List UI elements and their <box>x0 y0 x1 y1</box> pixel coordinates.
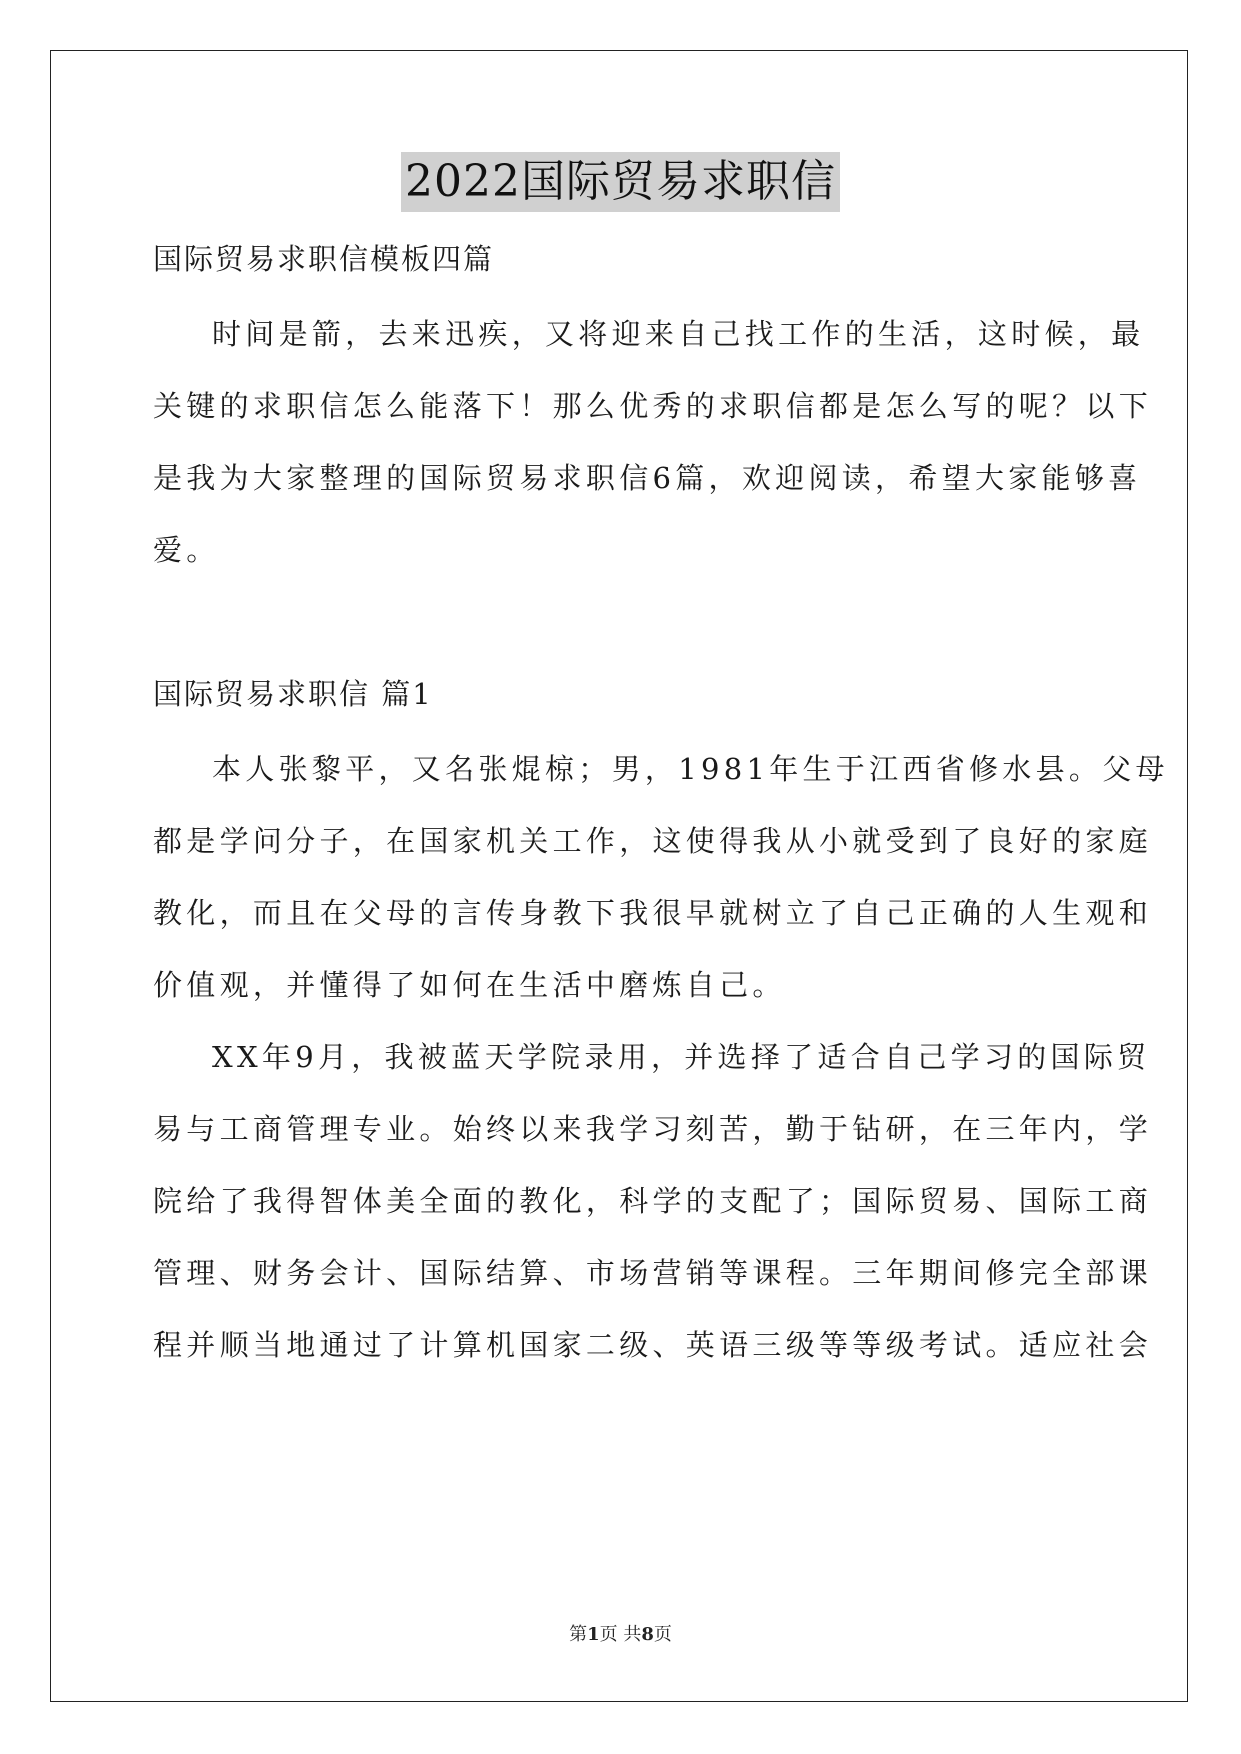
footer-suffix: 页 <box>653 1624 672 1645</box>
footer-mid: 页 共 <box>599 1624 642 1645</box>
intro-line: 时间是箭，去来迅疾，又将迎来自己找工作的生活，这时候，最 <box>212 317 1145 351</box>
footer-page-number: 1 <box>587 1624 600 1645</box>
paragraph-line: 程并顺当地通过了计算机国家二级、英语三级等等级考试。适应社会 <box>153 1328 1153 1362</box>
document-subtitle: 国际贸易求职信模板四篇 <box>153 242 495 276</box>
section-heading: 国际贸易求职信 篇1 <box>153 677 433 711</box>
paragraph-line: 院给了我得智体美全面的教化，科学的支配了；国际贸易、国际工商 <box>153 1184 1153 1218</box>
paragraph-line: 管理、财务会计、国际结算、市场营销等课程。三年期间修完全部课 <box>153 1256 1153 1290</box>
paragraph-line: 易与工商管理专业。始终以来我学习刻苦，勤于钻研，在三年内，学 <box>153 1112 1153 1146</box>
paragraph-line: 本人张黎平，又名张焜椋；男，1981年生于江西省修水县。父母 <box>212 752 1169 786</box>
paragraph-line: 都是学问分子，在国家机关工作，这使得我从小就受到了良好的家庭 <box>153 824 1153 858</box>
paragraph-line: 教化，而且在父母的言传身教下我很早就树立了自己正确的人生观和 <box>153 896 1153 930</box>
paragraph-line: XX年9月，我被蓝天学院录用，并选择了适合自己学习的国际贸 <box>212 1040 1151 1074</box>
intro-line: 爱。 <box>153 533 220 567</box>
footer-total-pages: 8 <box>641 1624 654 1645</box>
intro-line: 是我为大家整理的国际贸易求职信6篇，欢迎阅读，希望大家能够喜 <box>153 461 1142 495</box>
document-title: 2022国际贸易求职信 <box>401 152 840 212</box>
intro-line: 关键的求职信怎么能落下！那么优秀的求职信都是怎么写的呢？以下 <box>153 389 1153 423</box>
page-border <box>50 50 1188 1702</box>
title-wrap <box>0 152 1241 212</box>
page-footer <box>0 1620 1241 1646</box>
paragraph-line: 价值观，并懂得了如何在生活中磨炼自己。 <box>153 968 786 1002</box>
footer-prefix: 第 <box>569 1624 588 1645</box>
